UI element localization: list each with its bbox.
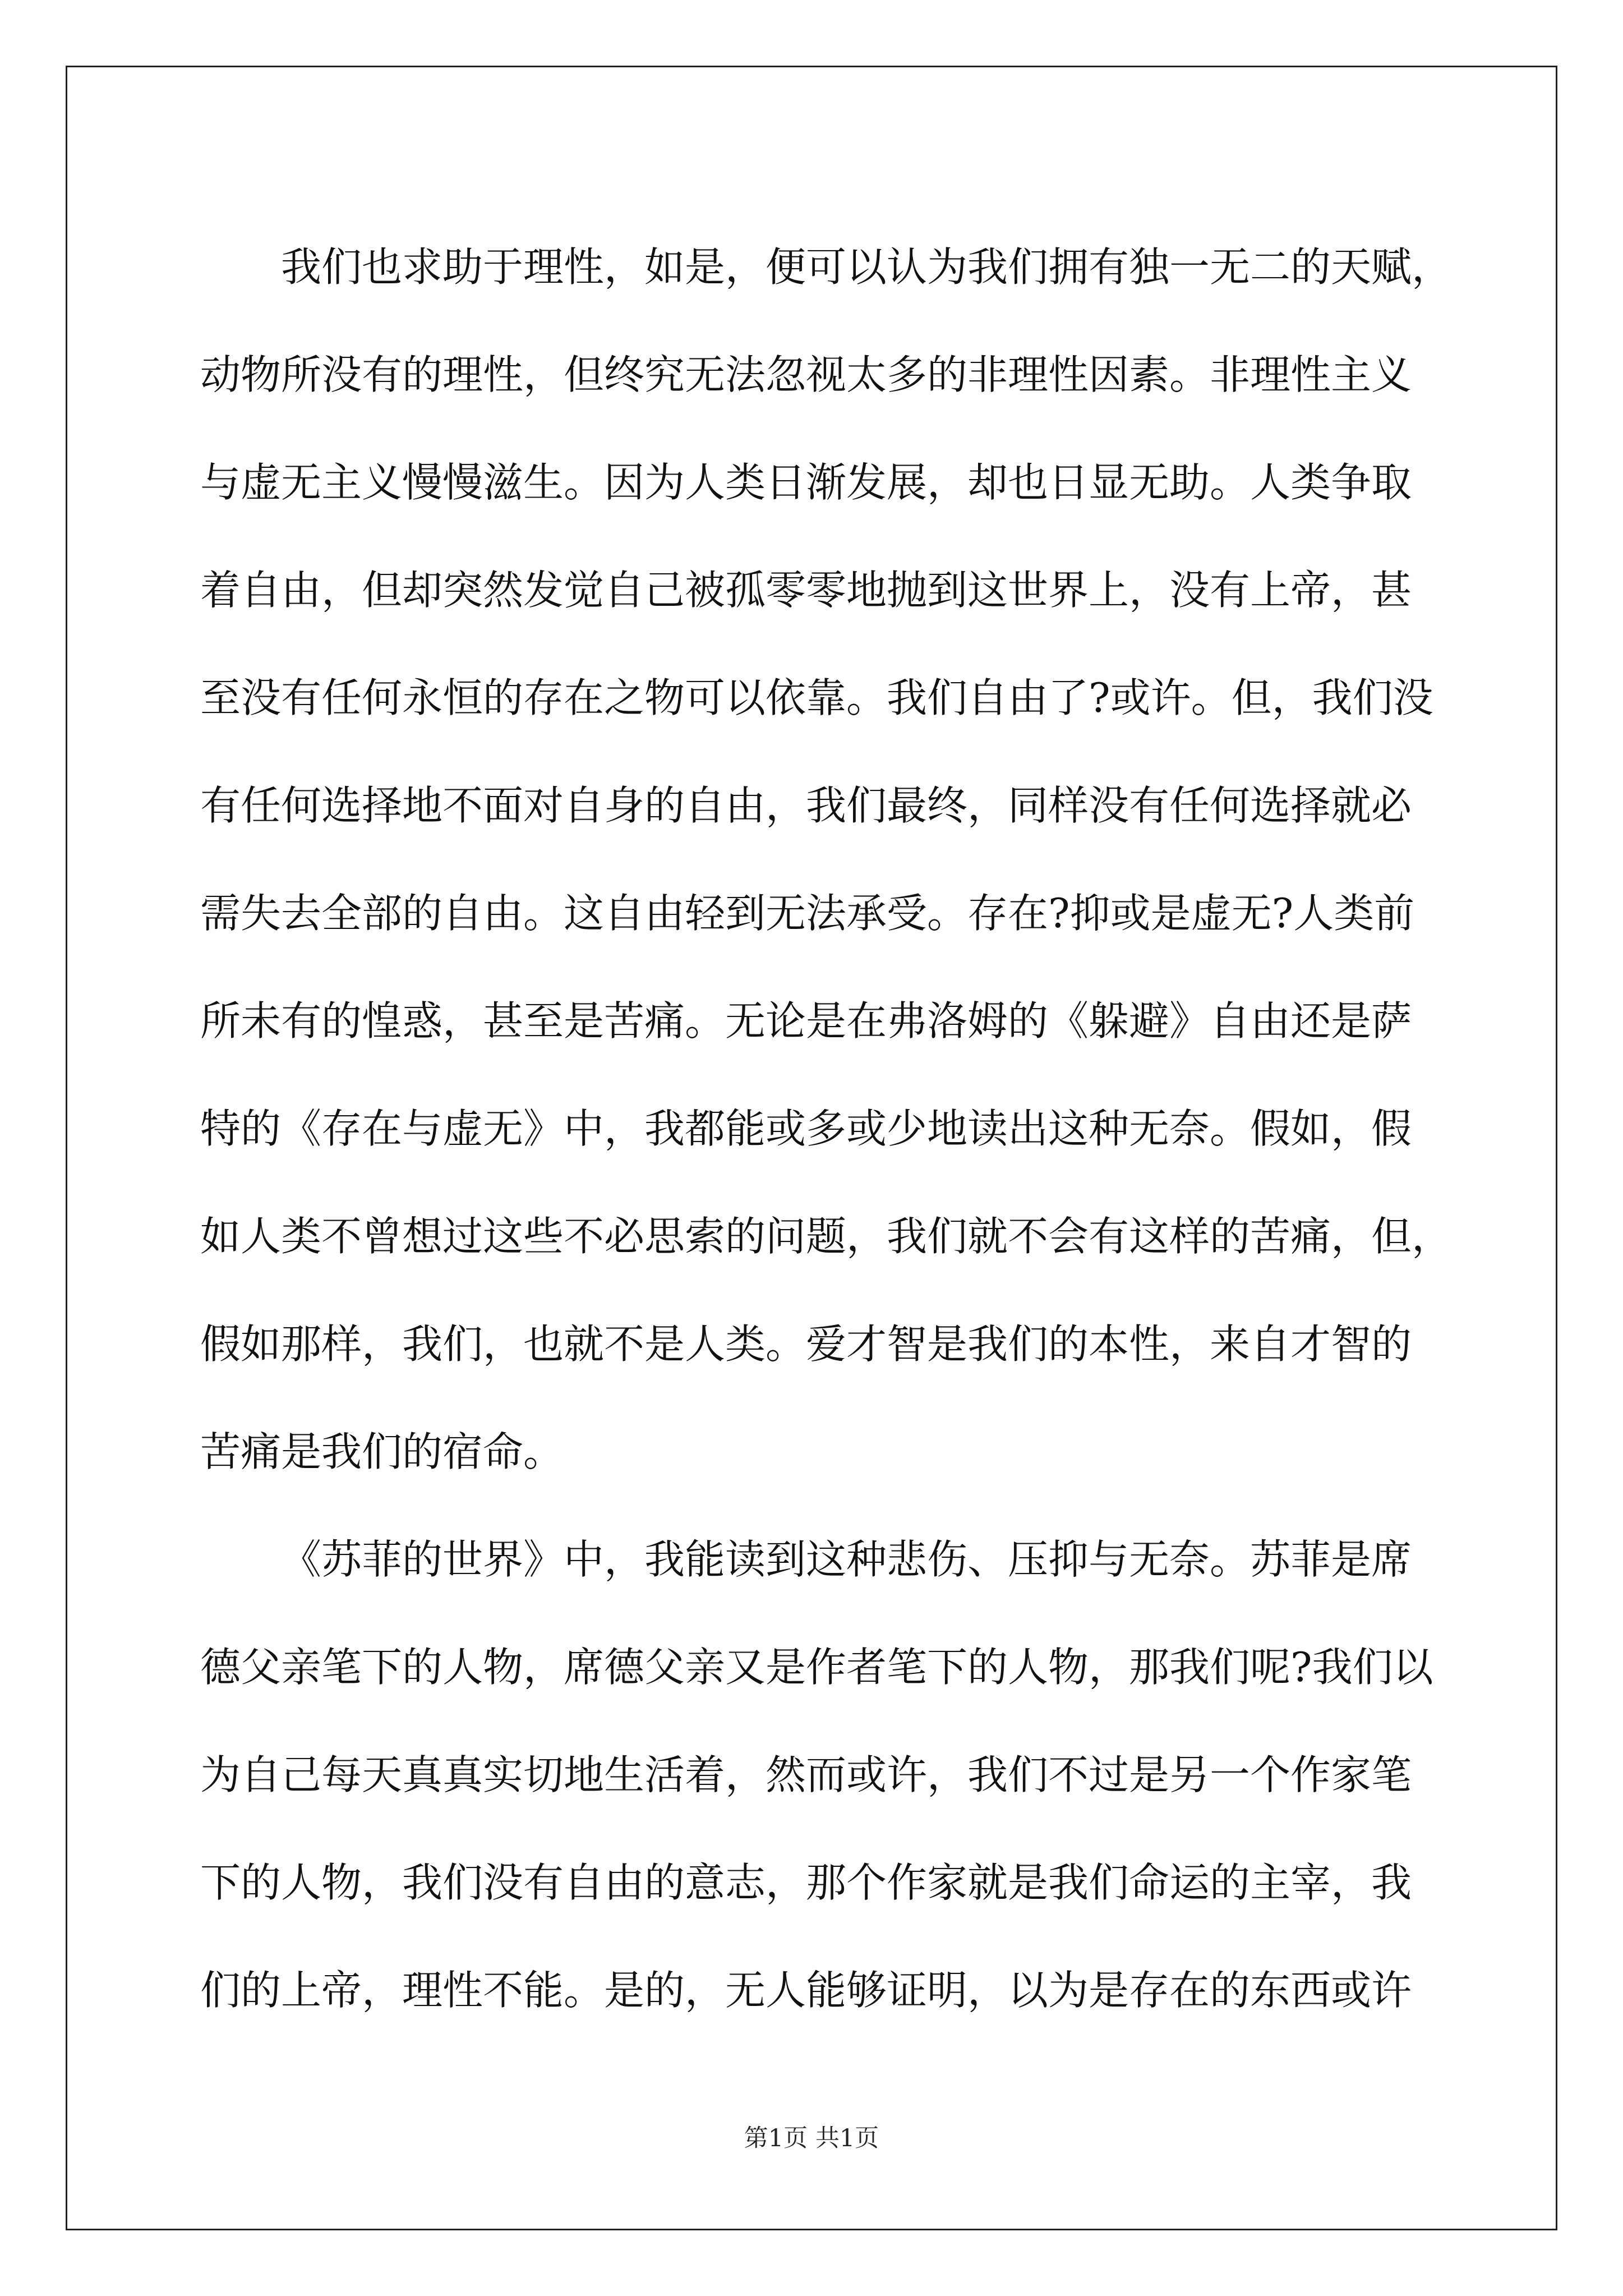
text-line: 假如那样，我们，也就不是人类。爱才智是我们的本性，来自才智的 [200, 1320, 1412, 1368]
text-line: 动物所没有的理性，但终究无法忽视太多的非理性因素。非理性主义 [200, 351, 1412, 398]
text-line: 我们也求助于理性，如是，便可以认为我们拥有独一无二的天赋， [281, 243, 1453, 291]
text-line: 着自由，但却突然发觉自己被孤零零地抛到这世界上，没有上帝，甚 [200, 567, 1412, 614]
text-line: 特的《存在与虚无》中，我都能或多或少地读出这种无奈。假如，假 [200, 1105, 1412, 1152]
text-line: 苦痛是我们的宿命。 [200, 1428, 564, 1475]
text-line: 们的上帝，理性不能。是的，无人能够证明，以为是存在的东西或许 [200, 1967, 1412, 2014]
text-line: 《苏菲的世界》中，我能读到这种悲伤、压抑与无奈。苏菲是席 [281, 1536, 1412, 1583]
text-line: 所未有的惶惑，甚至是苦痛。无论是在弗洛姆的《躲避》自由还是萨 [200, 997, 1412, 1045]
text-line: 为自己每天真真实切地生活着，然而或许，我们不过是另一个作家笔 [200, 1751, 1412, 1798]
paragraph-1 [200, 213, 1453, 1506]
text-line: 有任何选择地不面对自身的自由，我们最终，同样没有任何选择就必 [200, 782, 1412, 829]
page-footer [0, 2122, 1623, 2155]
text-line: 与虚无主义慢慢滋生。因为人类日渐发展，却也日显无助。人类争取 [200, 459, 1412, 506]
text-line: 德父亲笔下的人物，席德父亲又是作者笔下的人物，那我们呢?我们以 [200, 1644, 1433, 1691]
text-line: 至没有任何永恒的存在之物可以依靠。我们自由了?或许。但，我们没 [200, 674, 1433, 721]
text-line: 下的人物，我们没有自由的意志，那个作家就是我们命运的主宰，我 [200, 1859, 1412, 1906]
text-line: 如人类不曾想过这些不必思索的问题，我们就不会有这样的苦痛，但， [200, 1213, 1453, 1260]
page-number: 第1页 共1页 [744, 2124, 879, 2152]
paragraph-2 [200, 1506, 1433, 2044]
text-line: 需失去全部的自由。这自由轻到无法承受。存在?抑或是虚无?人类前 [200, 890, 1415, 937]
document-body [200, 213, 1453, 2044]
